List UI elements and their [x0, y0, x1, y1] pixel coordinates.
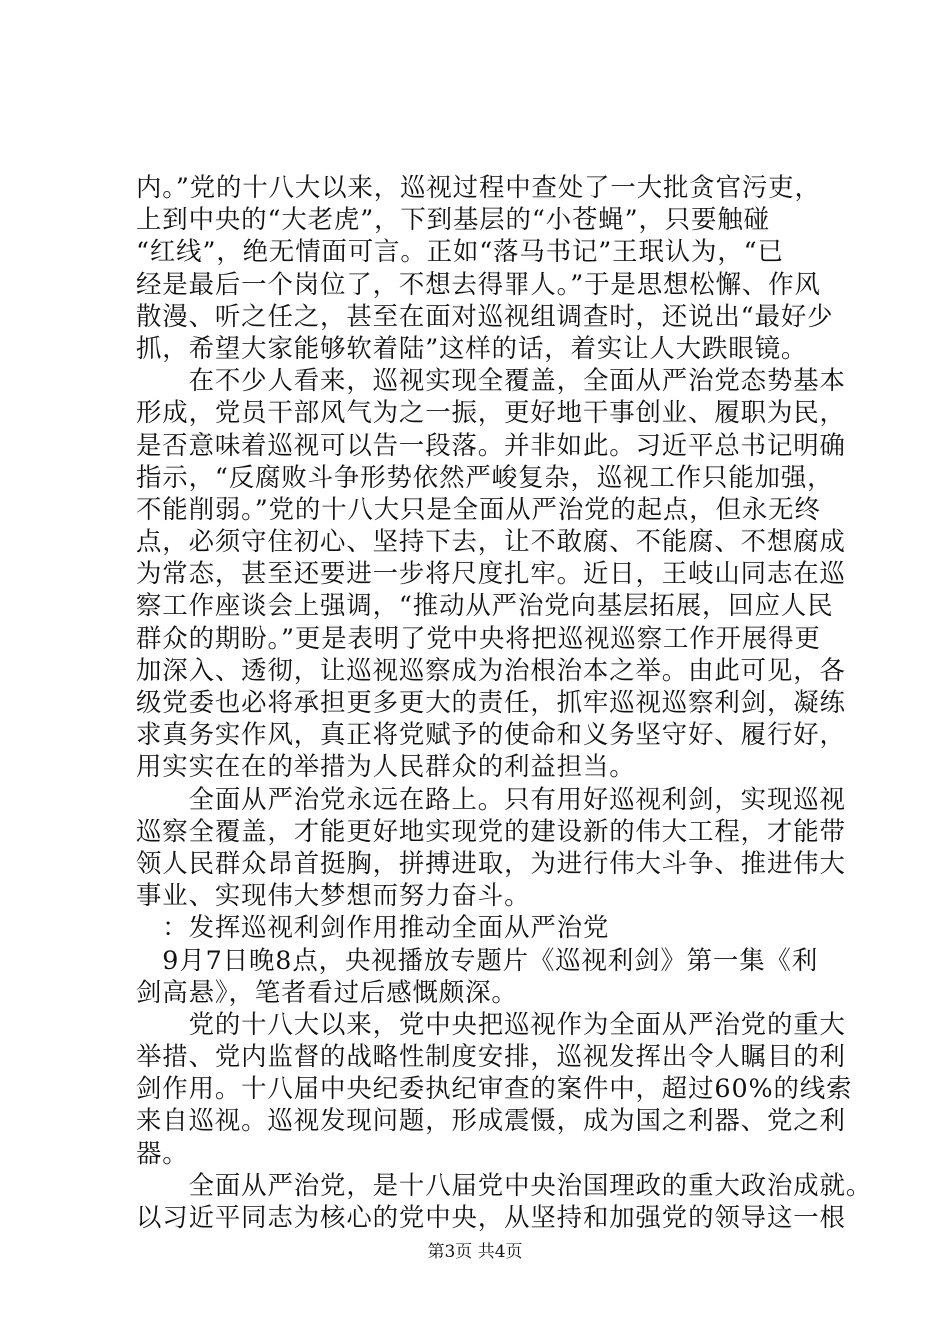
text-line: 来自巡视。巡视发现问题，形成震慑，成为国之利器、党之利 — [136, 1105, 846, 1136]
text-line: 是否意味着巡视可以告一段落。并非如此。习近平总书记明确 — [136, 429, 846, 460]
text-line: 举措、党内监督的战略性制度安排，巡视发挥出令人瞩目的利 — [136, 1041, 846, 1072]
text-line: 散漫、听之任之，甚至在面对巡视组调查时，还说出“最好少 — [136, 300, 834, 331]
text-line: 剑作用。十八届中央纪委执纪审查的案件中，超过60%的线索 — [136, 1073, 853, 1104]
text-line: 事业、实现伟大梦想而努力奋斗。 — [136, 880, 531, 911]
text-line: 经是最后一个岗位了，不想去得罪人。”于是思想松懈、作风 — [136, 268, 821, 299]
text-line: 上到中央的“大老虎”，下到基层的“小苍蝇”，只要触碰 — [136, 204, 770, 235]
text-line: 不能削弱。”党的十八大只是全面从严治党的起点，但永无终 — [136, 493, 821, 524]
text-line: 形成，党员干部风气为之一振，更好地干事创业、履职为民， — [136, 397, 846, 428]
text-line: 点，必须守住初心、坚持下去，让不敢腐、不能腐、不想腐成 — [136, 526, 846, 557]
text-line: 器。 — [136, 1137, 189, 1168]
text-line: 指示，“反腐败斗争形势依然严峻复杂，巡视工作只能加强， — [136, 461, 834, 492]
section-heading: ：发挥巡视利剑作用推动全面从严治党 — [136, 912, 610, 943]
text-line: 领人民群众昂首挺胸，拼搏进取，为进行伟大斗争、推进伟大 — [136, 847, 846, 878]
text-line: 剑高悬》，笔者看过后感慨颇深。 — [136, 976, 518, 1007]
page-number-footer: 第3页 共4页 — [427, 1242, 523, 1262]
text-line: 全面从严治党永远在路上。只有用好巡视利剑，实现巡视 — [136, 783, 846, 814]
text-line: 在不少人看来，巡视实现全覆盖，全面从严治党态势基本 — [136, 365, 846, 396]
text-line: 9月7日晚8点，央视播放专题片《巡视利剑》第一集《利 — [136, 944, 819, 975]
text-line: 为常态，甚至还要进一步将尺度扎牢。近日，王岐山同志在巡 — [136, 558, 846, 589]
text-line: 加深入、透彻，让巡视巡察成为治根治本之举。由此可见，各 — [136, 654, 846, 685]
text-line: 党的十八大以来，党中央把巡视作为全面从严治党的重大 — [136, 1008, 846, 1039]
text-line: “红线”，绝无情面可言。正如“落马书记”王珉认为，“已 — [136, 236, 784, 267]
text-line: 全面从严治党，是十八届党中央治国理政的重大政治成就。 — [136, 1169, 873, 1200]
text-line: 级党委也必将承担更多更大的责任，抓牢巡视巡察利剑，凝练 — [136, 687, 846, 717]
text-line: 抓，希望大家能够软着陆”这样的话，着实让人大跌眼镜。 — [136, 332, 808, 363]
body-text — [136, 171, 873, 1233]
text-line: 内。”党的十八大以来，巡视过程中查处了一大批贪官污吏， — [136, 172, 821, 202]
text-line: 求真务实作风，真正将党赋予的使命和义务坚守好、履行好， — [136, 719, 846, 750]
text-line: 察工作座谈会上强调，“推动从严治党向基层拓展，回应人民 — [136, 590, 834, 621]
text-line: 群众的期盼。”更是表明了党中央将把巡视巡察工作开展得更 — [136, 622, 821, 653]
text-line: 以习近平同志为核心的党中央，从坚持和加强党的领导这一根 — [136, 1202, 846, 1232]
text-line: 用实实在在的举措为人民群众的利益担当。 — [136, 751, 636, 782]
text-line: 巡察全覆盖，才能更好地实现党的建设新的伟大工程，才能带 — [136, 815, 846, 846]
